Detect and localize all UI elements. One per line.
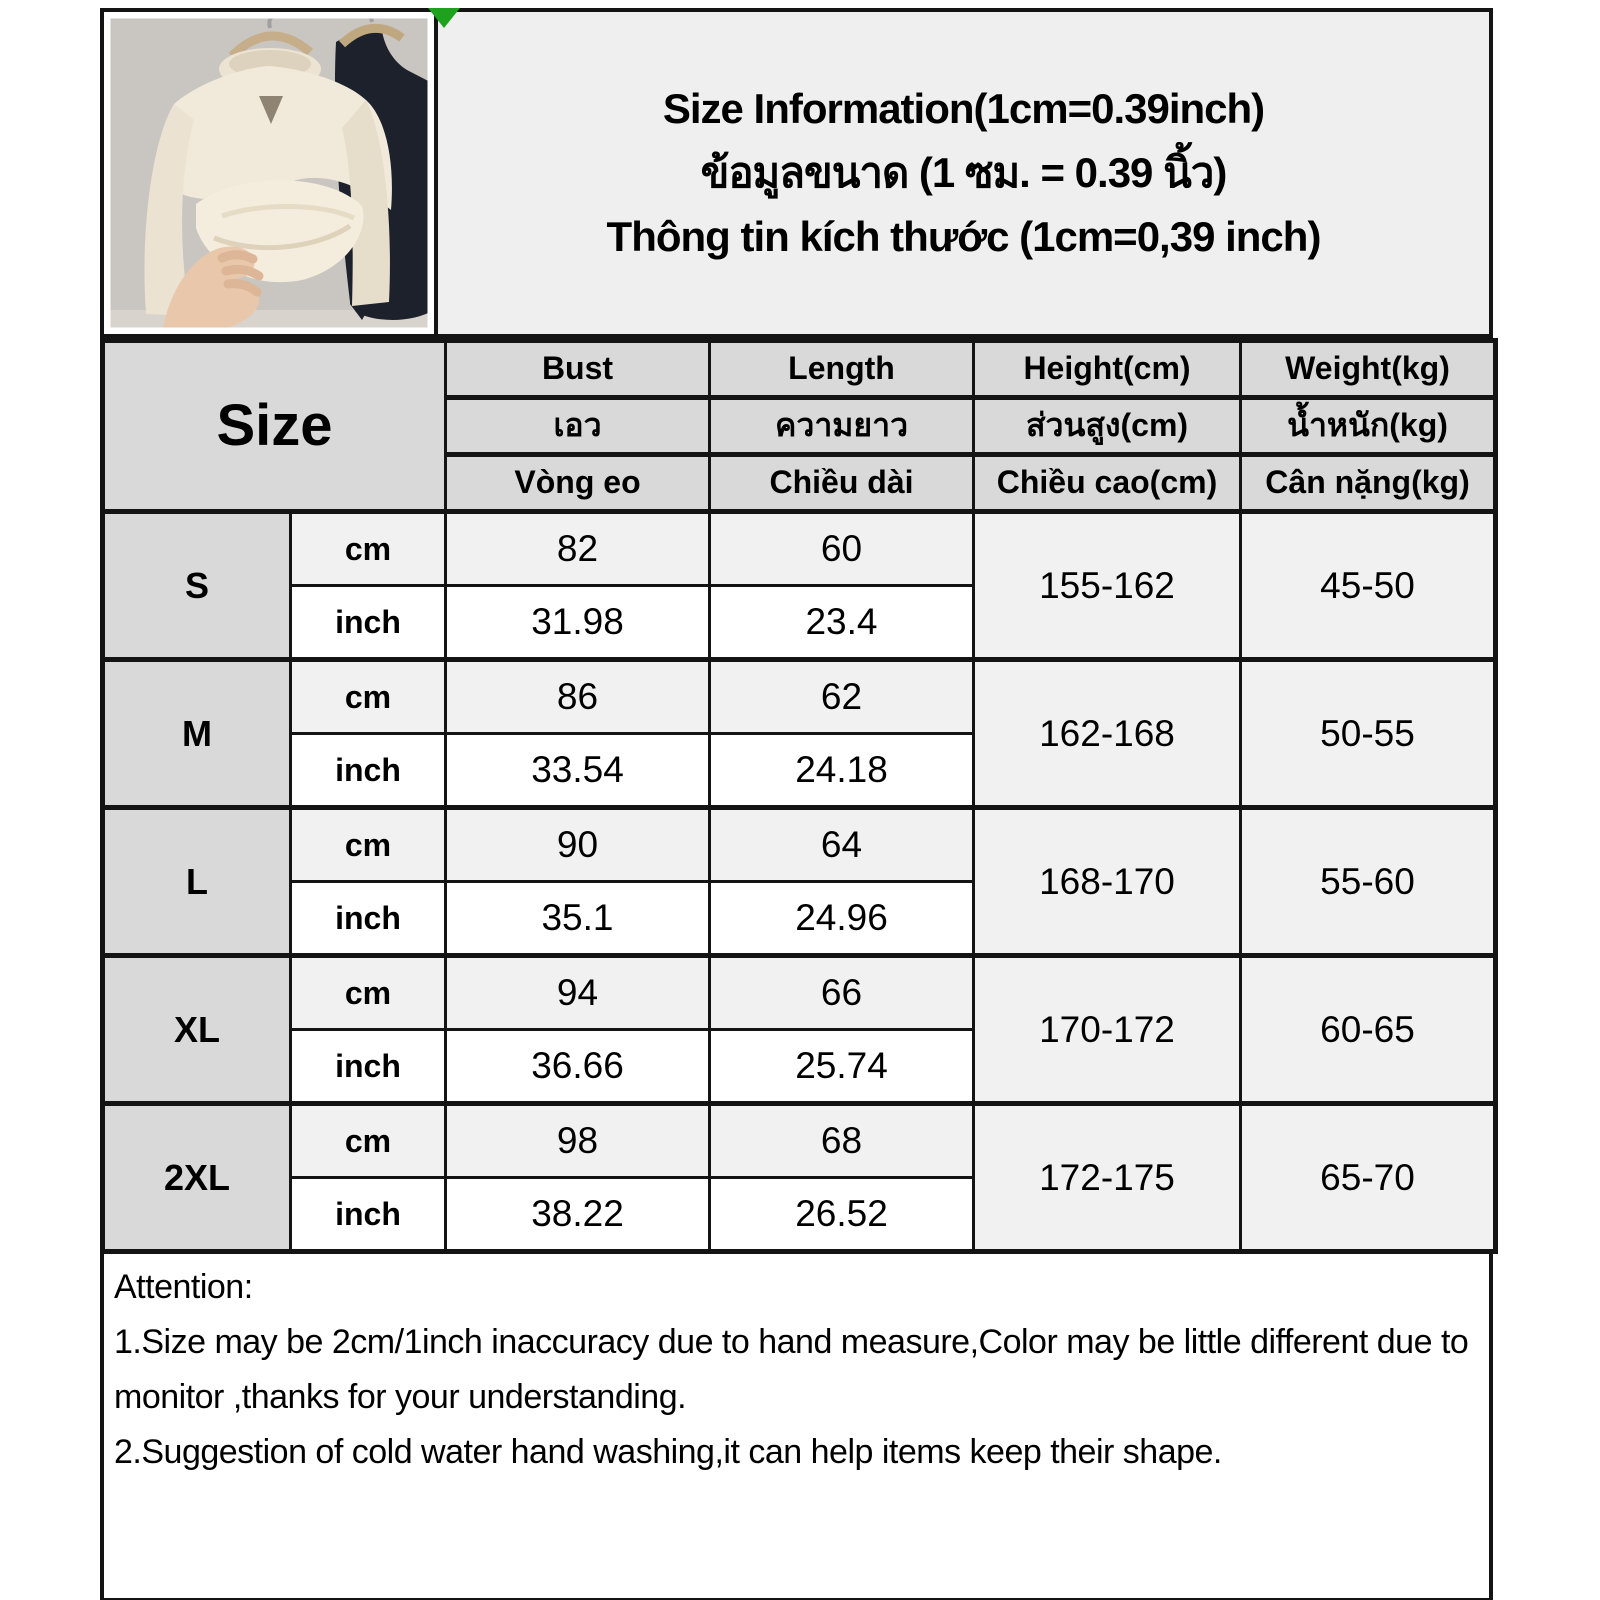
bust-inch-value: 36.66 — [446, 1030, 710, 1104]
title-thai: ข้อมูลขนาด (1 ซม. = 0.39 นิ้ว) — [700, 148, 1227, 196]
height-range: 162-168 — [974, 660, 1241, 808]
col-header-weight-th: น้ำหนัก(kg) — [1241, 398, 1496, 455]
length-cm-value: 62 — [710, 660, 974, 734]
length-cm-value: 66 — [710, 956, 974, 1030]
size-label-2xl: 2XL — [103, 1104, 291, 1252]
weight-range: 55-60 — [1241, 808, 1496, 956]
top-section — [100, 8, 1493, 338]
length-cm-value: 64 — [710, 808, 974, 882]
height-range: 155-162 — [974, 512, 1241, 660]
unit-cell: inch — [291, 586, 446, 660]
bust-cm-value: 86 — [446, 660, 710, 734]
unit-cell: inch — [291, 882, 446, 956]
size-label-m: M — [103, 660, 291, 808]
table-row — [103, 956, 1496, 1030]
table-row — [103, 1104, 1496, 1178]
bust-inch-value: 35.1 — [446, 882, 710, 956]
unit-cell: cm — [291, 660, 446, 734]
table-row — [103, 512, 1496, 586]
length-inch-value: 24.96 — [710, 882, 974, 956]
col-header-weight-vi: Cân nặng(kg) — [1241, 455, 1496, 512]
unit-cell: cm — [291, 808, 446, 882]
col-header-bust-vi: Vòng eo — [446, 455, 710, 512]
unit-cell: cm — [291, 956, 446, 1030]
bust-inch-value: 31.98 — [446, 586, 710, 660]
col-header-bust-en: Bust — [446, 341, 710, 398]
weight-range: 50-55 — [1241, 660, 1496, 808]
unit-cell: cm — [291, 1104, 446, 1178]
title-vietnamese: Thông tin kích thước (1cm=0,39 inch) — [606, 213, 1321, 261]
title-english: Size Information(1cm=0.39inch) — [662, 84, 1265, 132]
bust-inch-value: 38.22 — [446, 1178, 710, 1252]
product-photo-illustration — [104, 12, 434, 334]
corner-size-header: Size — [103, 341, 446, 512]
unit-cell: inch — [291, 734, 446, 808]
length-inch-value: 26.52 — [710, 1178, 974, 1252]
height-range: 170-172 — [974, 956, 1241, 1104]
bust-cm-value: 94 — [446, 956, 710, 1030]
length-inch-value: 24.18 — [710, 734, 974, 808]
height-range: 168-170 — [974, 808, 1241, 956]
table-row — [103, 808, 1496, 882]
length-cm-value: 68 — [710, 1104, 974, 1178]
attention-note-2: 2.Suggestion of cold water hand washing,it can help items keep their shape. — [114, 1433, 1222, 1472]
length-inch-value: 25.74 — [710, 1030, 974, 1104]
table-row — [103, 660, 1496, 734]
product-photo — [104, 12, 434, 334]
bust-cm-value: 82 — [446, 512, 710, 586]
col-header-height-en: Height(cm) — [974, 341, 1241, 398]
length-cm-value: 60 — [710, 512, 974, 586]
unit-cell: inch — [291, 1030, 446, 1104]
col-header-length-en: Length — [710, 341, 974, 398]
col-header-height-th: ส่วนสูง(cm) — [974, 398, 1241, 455]
size-label-xl: XL — [103, 956, 291, 1104]
content-frame — [100, 8, 1493, 1600]
bust-inch-value: 33.54 — [446, 734, 710, 808]
green-corner-badge — [428, 8, 460, 28]
size-label-s: S — [103, 512, 291, 660]
height-range: 172-175 — [974, 1104, 1241, 1252]
weight-range: 45-50 — [1241, 512, 1496, 660]
unit-cell: cm — [291, 512, 446, 586]
weight-range: 65-70 — [1241, 1104, 1496, 1252]
col-header-length-th: ความยาว — [710, 398, 974, 455]
bust-cm-value: 98 — [446, 1104, 710, 1178]
attention-note-1: 1.Size may be 2cm/1inch inaccuracy due to hand measure,Color may be little different due to monitor ,thanks for your understanding. — [114, 1323, 1469, 1417]
length-inch-value: 23.4 — [710, 586, 974, 660]
finger-1 — [222, 255, 253, 259]
size-table — [100, 338, 1498, 1254]
col-header-height-vi: Chiều cao(cm) — [974, 455, 1241, 512]
col-header-weight-en: Weight(kg) — [1241, 341, 1496, 398]
col-header-length-vi: Chiều dài — [710, 455, 974, 512]
col-header-bust-th: เอว — [446, 398, 710, 455]
weight-range: 60-65 — [1241, 956, 1496, 1104]
attention-box — [100, 1254, 1493, 1600]
title-block — [434, 12, 1489, 334]
attention-heading: Attention: — [114, 1268, 253, 1306]
unit-cell: inch — [291, 1178, 446, 1252]
size-label-l: L — [103, 808, 291, 956]
bust-cm-value: 90 — [446, 808, 710, 882]
